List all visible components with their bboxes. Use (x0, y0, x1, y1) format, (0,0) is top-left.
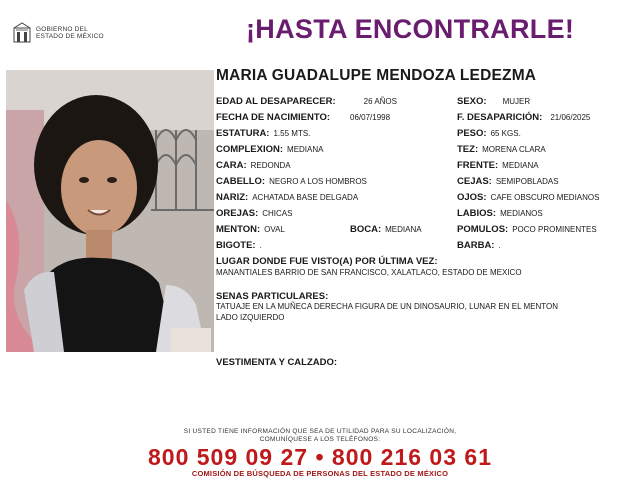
field-value: 65 KGS. (490, 129, 521, 138)
field-fecha-nacimiento (216, 112, 390, 124)
senas-line-1: TATUAJE EN LA MUÑECA DERECHA FIGURA DE UN DINOSAURIO, LUNAR EN EL MENTON (216, 302, 558, 311)
field-menton (216, 224, 285, 236)
missing-person-photo (6, 70, 214, 352)
vestimenta-label: VESTIMENTA Y CALZADO: (216, 357, 338, 368)
lugar-value: MANANTIALES BARRIO DE SAN FRANCISCO, XALATLACO, ESTADO DE MEXICO (216, 268, 522, 277)
field-fecha-desaparicion (457, 112, 590, 124)
field-barba (457, 240, 501, 252)
field-value: ACHATADA BASE DELGADA (252, 193, 359, 202)
field-label: OREJAS: (216, 208, 259, 219)
field-cejas (457, 176, 559, 188)
field-value: . (498, 241, 501, 250)
state-seal-icon (12, 22, 32, 44)
field-cabello (216, 176, 367, 188)
field-label: ESTATURA: (216, 128, 270, 139)
field-ojos (457, 192, 599, 204)
field-label: CABELLO: (216, 176, 266, 187)
field-complexion (216, 144, 323, 156)
field-label: FECHA DE NACIMIENTO: (216, 112, 330, 123)
field-label: BOCA: (350, 224, 382, 235)
field-label: NARIZ: (216, 192, 249, 203)
field-label: FRENTE: (457, 160, 499, 171)
field-label: EDAD AL DESAPARECER: (216, 96, 336, 107)
field-value: 06/07/1998 (350, 113, 391, 122)
field-value: REDONDA (250, 161, 291, 170)
field-tez (457, 144, 546, 156)
field-estatura (216, 128, 310, 140)
field-value: . (259, 241, 262, 250)
field-label: SEXO: (457, 96, 487, 107)
field-sexo (457, 96, 530, 108)
field-label: PESO: (457, 128, 487, 139)
field-value: CHICAS (262, 209, 293, 218)
field-boca (350, 224, 422, 236)
lugar-label: LUGAR DONDE FUE VISTO(A) POR ÚLTIMA VEZ: (216, 256, 438, 267)
field-label: COMPLEXION: (216, 144, 284, 155)
field-value: MUJER (502, 97, 531, 106)
field-label: CARA: (216, 160, 247, 171)
field-value: MEDIANOS (500, 209, 543, 218)
field-value: SEMIPOBLADAS (495, 177, 559, 186)
field-value: OVAL (264, 225, 285, 234)
logo-line-2: ESTADO DE MÉXICO (36, 33, 104, 40)
field-value: 26 AÑOS (363, 97, 397, 106)
field-nariz (216, 192, 358, 204)
field-value: CAFE OBSCURO MEDIANOS (490, 193, 600, 202)
contact-line-2: COMUNÍQUESE A LOS TELÉFONOS: (259, 436, 381, 443)
field-label: POMULOS: (457, 224, 509, 235)
banner-title: ¡HASTA ENCONTRARLE! (246, 14, 575, 44)
field-value: NEGRO A LOS HOMBROS (269, 177, 367, 186)
field-labios (457, 208, 543, 220)
field-value: MORENA CLARA (482, 145, 546, 154)
field-label: F. DESAPARICIÓN: (457, 112, 543, 123)
contact-line-1: SI USTED TIENE INFORMACIÓN QUE SEA DE UTILIDAD PARA SU LOCALIZACIÓN, (183, 428, 457, 435)
footer-commission: COMISIÓN DE BÚSQUEDA DE PERSONAS DEL ESTADO DE MÉXICO (191, 469, 449, 478)
government-logo (12, 22, 104, 44)
photo-illustration (6, 70, 214, 352)
field-edad (216, 96, 397, 108)
person-name: MARIA GUADALUPE MENDOZA LEDEZMA (216, 67, 537, 84)
field-value: MEDIANA (385, 225, 422, 234)
field-label: TEZ: (457, 144, 479, 155)
field-label: CEJAS: (457, 176, 492, 187)
field-bigote (216, 240, 262, 252)
field-value: 1.55 MTS. (273, 129, 311, 138)
field-label: MENTON: (216, 224, 261, 235)
field-peso (457, 128, 521, 140)
field-value: POCO PROMINENTES (512, 225, 597, 234)
phone-numbers: 800 509 09 27 • 800 216 03 61 (147, 444, 492, 470)
senas-line-2: LADO IZQUIERDO (216, 313, 285, 322)
field-frente (457, 160, 539, 172)
field-label: LABIOS: (457, 208, 497, 219)
field-label: BIGOTE: (216, 240, 256, 251)
field-label: BARBA: (457, 240, 495, 251)
senas-label: SENAS PARTICULARES: (216, 291, 329, 302)
field-value: 21/06/2025 (550, 113, 591, 122)
field-label: OJOS: (457, 192, 487, 203)
field-value: MEDIANA (502, 161, 539, 170)
field-pomulos (457, 224, 597, 236)
field-orejas (216, 208, 292, 220)
logo-line-1: GOBIERNO DEL (36, 25, 88, 33)
field-value: MEDIANA (287, 145, 324, 154)
field-cara (216, 160, 291, 172)
